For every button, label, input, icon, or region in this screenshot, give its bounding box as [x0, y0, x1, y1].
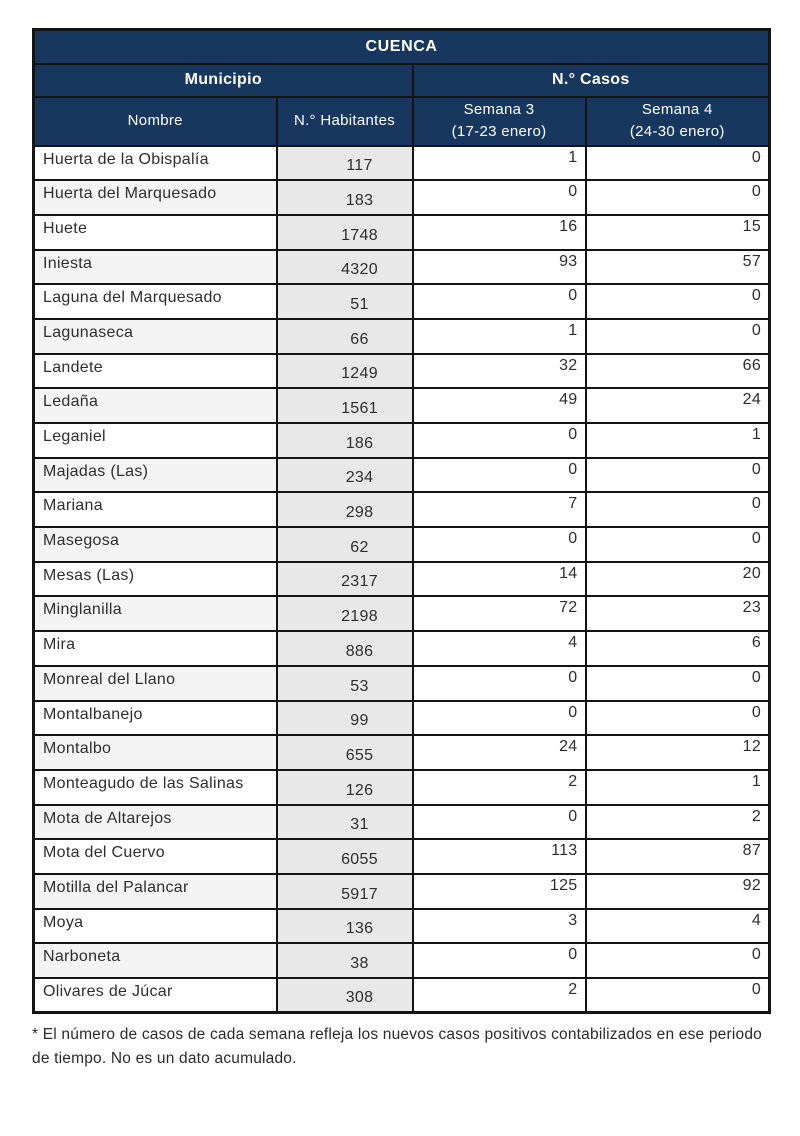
population-value: 1561	[277, 388, 413, 423]
week3-cases: 1	[413, 319, 586, 354]
province-title: CUENCA	[34, 30, 770, 64]
table-row	[34, 527, 770, 562]
table-row	[34, 978, 770, 1013]
table-row	[34, 631, 770, 666]
week3-cases: 93	[413, 250, 586, 285]
col-header-habitantes: N.° Habitantes	[277, 97, 413, 146]
week3-cases: 0	[413, 666, 586, 701]
population-value: 186	[277, 423, 413, 458]
week4-cases: 23	[586, 596, 770, 631]
population-value: 2317	[277, 562, 413, 597]
population-value: 2198	[277, 596, 413, 631]
municipality-name: Landete	[34, 354, 277, 389]
municipality-name: Monreal del Llano	[34, 666, 277, 701]
week3-cases: 49	[413, 388, 586, 423]
week3-cases: 0	[413, 527, 586, 562]
population-value: 655	[277, 735, 413, 770]
municipality-name: Moya	[34, 909, 277, 944]
footnote: * El número de casos de cada semana refleja los nuevos casos positivos contabilizados en ese periodo de tiempo. No es un dato acumulado.	[32, 1026, 762, 1068]
week3-cases: 0	[413, 284, 586, 319]
municipality-name: Narboneta	[34, 943, 277, 978]
population-value: 62	[277, 527, 413, 562]
table-row	[34, 180, 770, 215]
week4-cases: 92	[586, 874, 770, 909]
municipality-name: Masegosa	[34, 527, 277, 562]
population-value: 4320	[277, 250, 413, 285]
week4-cases: 0	[586, 527, 770, 562]
week4-cases: 15	[586, 215, 770, 250]
table-row	[34, 874, 770, 909]
population-value: 53	[277, 666, 413, 701]
week3-cases: 16	[413, 215, 586, 250]
col-header-semana3	[413, 97, 586, 146]
week4-cases: 57	[586, 250, 770, 285]
table-row	[34, 423, 770, 458]
semana4-dates: (24-30 enero)	[629, 123, 725, 140]
municipality-name: Majadas (Las)	[34, 458, 277, 493]
table-row	[34, 943, 770, 978]
title-row	[34, 30, 770, 64]
week4-cases: 0	[586, 492, 770, 527]
table-row	[34, 146, 770, 181]
week4-cases: 0	[586, 284, 770, 319]
week3-cases: 3	[413, 909, 586, 944]
week4-cases: 0	[586, 943, 770, 978]
population-value: 234	[277, 458, 413, 493]
table-row	[34, 215, 770, 250]
table-row	[34, 354, 770, 389]
municipality-name: Huerta de la Obispalía	[34, 146, 277, 181]
week3-cases: 113	[413, 839, 586, 874]
week3-cases: 125	[413, 874, 586, 909]
group-header-row	[34, 64, 770, 97]
municipality-name: Lagunaseca	[34, 319, 277, 354]
week4-cases: 0	[586, 458, 770, 493]
week3-cases: 72	[413, 596, 586, 631]
week4-cases: 66	[586, 354, 770, 389]
municipality-name: Montalbanejo	[34, 701, 277, 736]
semana3-label: Semana 3	[463, 101, 535, 119]
municipality-name: Huete	[34, 215, 277, 250]
municipality-name: Motilla del Palancar	[34, 874, 277, 909]
week3-cases: 1	[413, 146, 586, 181]
semana3-dates: (17-23 enero)	[451, 123, 547, 140]
week3-cases: 24	[413, 735, 586, 770]
municipality-name: Mota de Altarejos	[34, 805, 277, 840]
table-row	[34, 666, 770, 701]
municipality-name: Olivares de Júcar	[34, 978, 277, 1013]
week4-cases: 87	[586, 839, 770, 874]
population-value: 6055	[277, 839, 413, 874]
table-row	[34, 250, 770, 285]
population-value: 117	[277, 146, 413, 181]
week4-cases: 0	[586, 180, 770, 215]
col-header-nombre: Nombre	[34, 97, 277, 146]
table-row	[34, 839, 770, 874]
population-value: 886	[277, 631, 413, 666]
population-value: 99	[277, 701, 413, 736]
week3-cases: 0	[413, 805, 586, 840]
week3-cases: 0	[413, 943, 586, 978]
col-header-semana4	[586, 97, 770, 146]
municipality-name: Mariana	[34, 492, 277, 527]
municipality-name: Mota del Cuervo	[34, 839, 277, 874]
week3-cases: 14	[413, 562, 586, 597]
municipality-name: Mira	[34, 631, 277, 666]
municipality-name: Mesas (Las)	[34, 562, 277, 597]
week4-cases: 0	[586, 666, 770, 701]
municipality-name: Monteagudo de las Salinas	[34, 770, 277, 805]
week4-cases: 20	[586, 562, 770, 597]
table-row	[34, 319, 770, 354]
group-header-municipio: Municipio	[34, 64, 413, 97]
table-row	[34, 805, 770, 840]
population-value: 1748	[277, 215, 413, 250]
week4-cases: 12	[586, 735, 770, 770]
week4-cases: 0	[586, 701, 770, 736]
population-value: 31	[277, 805, 413, 840]
table-row	[34, 735, 770, 770]
population-value: 66	[277, 319, 413, 354]
week4-cases: 0	[586, 319, 770, 354]
population-value: 5917	[277, 874, 413, 909]
population-value: 298	[277, 492, 413, 527]
population-value: 136	[277, 909, 413, 944]
population-value: 126	[277, 770, 413, 805]
municipality-name: Iniesta	[34, 250, 277, 285]
semana4-label: Semana 4	[641, 101, 713, 119]
population-value: 308	[277, 978, 413, 1013]
municipality-name: Leganiel	[34, 423, 277, 458]
table-row	[34, 284, 770, 319]
table-row	[34, 596, 770, 631]
week4-cases: 4	[586, 909, 770, 944]
table-header	[34, 30, 770, 146]
municipality-name: Montalbo	[34, 735, 277, 770]
table-body	[34, 146, 770, 1013]
municipality-name: Huerta del Marquesado	[34, 180, 277, 215]
week4-cases: 0	[586, 978, 770, 1013]
week3-cases: 0	[413, 701, 586, 736]
week4-cases: 24	[586, 388, 770, 423]
week3-cases: 0	[413, 458, 586, 493]
week4-cases: 0	[586, 146, 770, 181]
week3-cases: 0	[413, 180, 586, 215]
table-row	[34, 701, 770, 736]
municipality-name: Laguna del Marquesado	[34, 284, 277, 319]
table-row	[34, 458, 770, 493]
week3-cases: 2	[413, 770, 586, 805]
table-row	[34, 909, 770, 944]
week4-cases: 1	[586, 423, 770, 458]
population-value: 183	[277, 180, 413, 215]
week3-cases: 7	[413, 492, 586, 527]
population-value: 1249	[277, 354, 413, 389]
week4-cases: 6	[586, 631, 770, 666]
group-header-casos: N.° Casos	[413, 64, 770, 97]
municipality-name: Minglanilla	[34, 596, 277, 631]
municipality-name: Ledaña	[34, 388, 277, 423]
week3-cases: 4	[413, 631, 586, 666]
table-row	[34, 562, 770, 597]
population-value: 51	[277, 284, 413, 319]
week4-cases: 1	[586, 770, 770, 805]
table-row	[34, 388, 770, 423]
column-header-row	[34, 97, 770, 146]
table-row	[34, 492, 770, 527]
table-row	[34, 770, 770, 805]
covid-cases-table	[32, 28, 771, 1014]
population-value: 38	[277, 943, 413, 978]
week3-cases: 2	[413, 978, 586, 1013]
week3-cases: 0	[413, 423, 586, 458]
week4-cases: 2	[586, 805, 770, 840]
week3-cases: 32	[413, 354, 586, 389]
